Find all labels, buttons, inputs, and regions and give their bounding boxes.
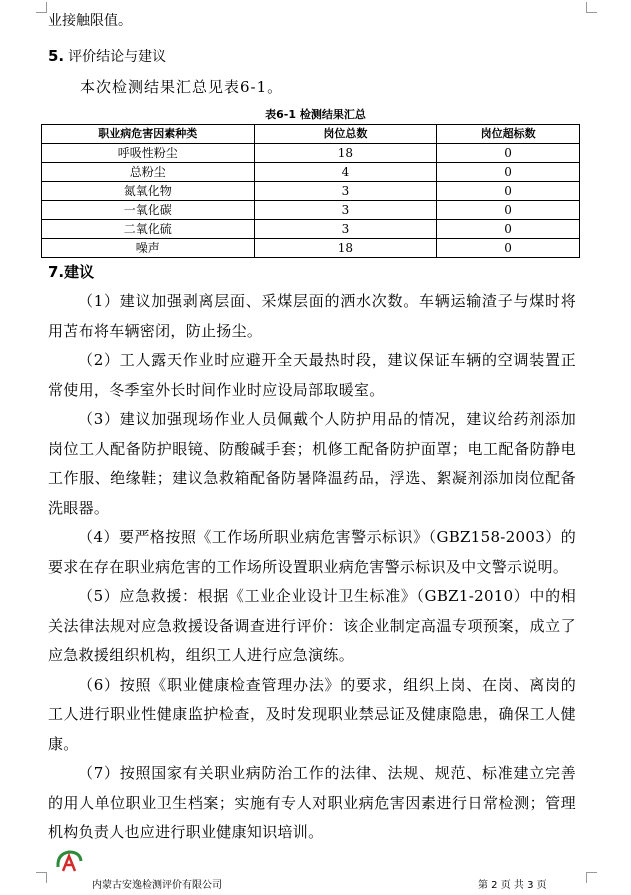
footer-company-name: 内蒙古安逸检测评价有限公司: [92, 880, 222, 891]
cell-total: 3: [254, 182, 437, 201]
cell-hazard: 一氧化碳: [42, 201, 255, 220]
cell-exceed: 0: [437, 163, 580, 182]
header-post-exceed: 岗位超标数: [437, 125, 580, 144]
cell-exceed: 0: [437, 220, 580, 239]
cell-hazard: 氮氧化物: [42, 182, 255, 201]
cell-exceed: 0: [437, 144, 580, 163]
table-row: [42, 163, 580, 182]
section-5-heading: [48, 46, 166, 66]
crop-mark-top-left: [36, 2, 47, 13]
cell-total: 18: [254, 239, 437, 258]
footer-page-number: 第 2 页 共 3 页: [478, 880, 547, 891]
company-logo-icon: [55, 849, 83, 873]
table-row: [42, 201, 580, 220]
section-5-title: 评价结论与建议: [68, 49, 167, 65]
table-row: [42, 239, 580, 258]
suggestion-paragraph: （7）按照国家有关职业病防治工作的法律、法规、规范、标准建立完善的用人单位职业卫生档案；实施有专人对职业病危害因素进行日常检测；管理机构负责人也应进行职业健康知识培训。: [48, 764, 576, 841]
summary-sentence: 本次检测结果汇总见表6-1。: [80, 78, 284, 96]
suggestion-paragraph: （2）工人露天作业时应避开全天最热时段，建议保证车辆的空调装置正常使用，冬季室外长时间作业时应设局部取暖室。: [48, 351, 576, 399]
crop-mark-bottom-right: [586, 872, 597, 883]
suggestion-paragraph: （5）应急救援：根据《工业企业设计卫生标准》（GBZ1-2010）中的相关法律法规对应急救援设备调查进行评价：该企业制定高温专项预案，成立了应急救援组织机构，组织工人进行应急演练。: [48, 587, 576, 664]
table-header-row: [42, 125, 580, 144]
cell-total: 3: [254, 201, 437, 220]
cell-total: 4: [254, 163, 437, 182]
header-post-total: 岗位总数: [254, 125, 437, 144]
crop-mark-top-right: [586, 2, 597, 13]
header-hazard-type: 职业病危害因素种类: [42, 125, 255, 144]
table-row: [42, 144, 580, 163]
cell-exceed: 0: [437, 182, 580, 201]
table-caption: 表6-1 检测结果汇总: [265, 108, 366, 121]
results-table: [41, 124, 580, 258]
cell-total: 3: [254, 220, 437, 239]
logo-a-red: [63, 856, 75, 871]
cell-hazard: 总粉尘: [42, 163, 255, 182]
cell-exceed: 0: [437, 201, 580, 220]
continued-text: 业接触限值。: [48, 13, 132, 29]
section-5-number: 5.: [48, 47, 65, 65]
cell-total: 18: [254, 144, 437, 163]
suggestion-paragraph: （4）要严格按照《工作场所职业病危害警示标识》（GBZ158-2003）的要求在存在职业病危害的工作场所设置职业病危害警示标识及中文警示说明。: [48, 528, 576, 576]
suggestion-paragraph: （3）建议加强现场作业人员佩戴个人防护用品的情况，建议给药剂添加岗位工人配备防护眼镜、防酸碱手套；机修工配备防护面罩；电工配备防静电工作服、绝缘鞋；建议急救箱配备防暑降温药品，浮选、絮凝剂添加岗位配备洗眼器。: [48, 410, 576, 517]
section-7-heading: 7.建议: [48, 263, 95, 281]
cell-exceed: 0: [437, 239, 580, 258]
cell-hazard: 噪声: [42, 239, 255, 258]
cell-hazard: 二氧化硫: [42, 220, 255, 239]
suggestion-paragraph: （1）建议加强剥离层面、采煤层面的洒水次数。车辆运输渣子与煤时将用苫布将车辆密闭，防止扬尘。: [48, 292, 576, 340]
table-row: [42, 220, 580, 239]
crop-mark-bottom-left: [36, 872, 47, 883]
suggestion-paragraph: （6）按照《职业健康检查管理办法》的要求，组织上岗、在岗、离岗的工人进行职业性健康监护检查，及时发现职业禁忌证及健康隐患，确保工人健康。: [48, 675, 576, 753]
table-row: [42, 182, 580, 201]
cell-hazard: 呼吸性粉尘: [42, 144, 255, 163]
suggestions-list: [48, 287, 576, 848]
